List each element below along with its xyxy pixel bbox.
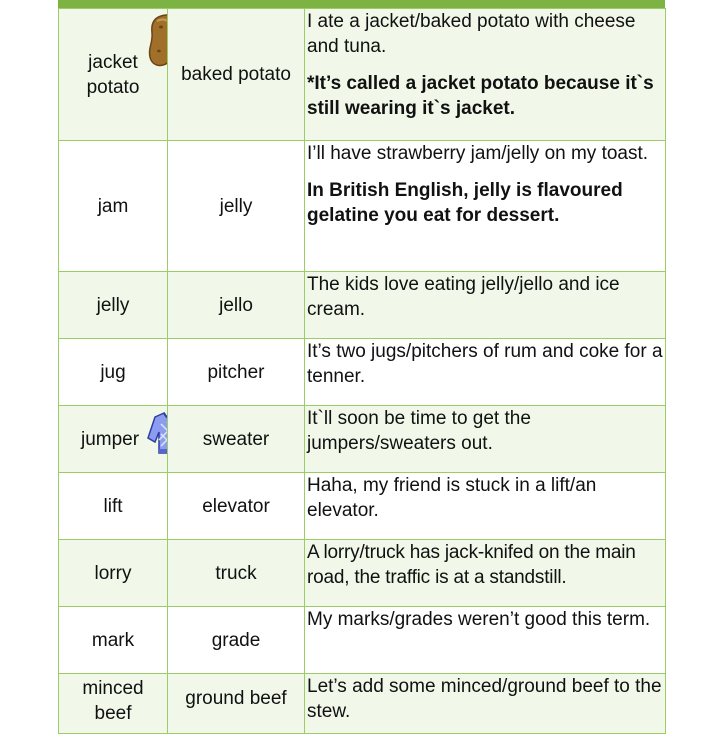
- example-sentence: Let’s add some minced/ground beef to the stew.: [307, 676, 662, 722]
- vocabulary-table: [58, 8, 666, 734]
- example-cell: [305, 540, 666, 607]
- table-row: [59, 272, 666, 339]
- sweater-icon: [147, 410, 168, 456]
- uk-word: lift: [103, 495, 123, 517]
- note-text: In British English, jelly is flavoured gelatine you eat for dessert.: [307, 180, 623, 226]
- example-cell: [305, 406, 666, 473]
- uk-word: jelly: [96, 294, 130, 316]
- us-word: elevator: [202, 495, 270, 517]
- example-sentence: A lorry/truck has jack-knifed on the main road, the traffic is at a standstill.: [307, 542, 636, 588]
- potato-icon: [147, 13, 168, 67]
- uk-word-cell: [59, 141, 168, 272]
- example-sentence: It’s two jugs/pitchers of rum and coke for a tenner.: [307, 341, 663, 387]
- table-row: [59, 9, 666, 141]
- table-header-strip: [58, 0, 665, 8]
- us-word: truck: [215, 562, 257, 584]
- example-cell: [305, 674, 666, 734]
- example-sentence: Haha, my friend is stuck in a lift/an elevator.: [307, 475, 597, 521]
- table-row: [59, 607, 666, 674]
- uk-word-cell: [59, 674, 168, 734]
- us-word: ground beef: [185, 688, 287, 709]
- uk-word: jug: [100, 361, 126, 383]
- table-row: [59, 406, 666, 473]
- us-word-cell: [168, 339, 305, 406]
- us-word-cell: [168, 9, 305, 141]
- us-word: baked potato: [181, 64, 291, 85]
- uk-word: jam: [97, 195, 129, 217]
- uk-word: jumper: [81, 428, 140, 450]
- example-sentence: My marks/grades weren’t good this term.: [307, 609, 651, 630]
- us-word: pitcher: [207, 361, 265, 383]
- uk-word: minced: [82, 678, 144, 699]
- us-word-cell: [168, 272, 305, 339]
- us-word-cell: [168, 540, 305, 607]
- us-word: jelly: [219, 195, 253, 217]
- uk-word-cell: [59, 339, 168, 406]
- uk-word-cell: [59, 607, 168, 674]
- example-sentence: The kids love eating jelly/jello and ice cream.: [307, 274, 620, 320]
- example-sentence: It`ll soon be time to get the jumpers/sweaters out.: [307, 408, 531, 454]
- us-word-cell: [168, 141, 305, 272]
- table-row: [59, 141, 666, 272]
- example-cell: [305, 272, 666, 339]
- us-word-cell: [168, 473, 305, 540]
- us-word-cell: [168, 674, 305, 734]
- uk-word-cell: [59, 272, 168, 339]
- example-sentence: I ate a jacket/baked potato with cheese and tuna.: [307, 11, 636, 57]
- uk-word: potato: [86, 76, 140, 98]
- uk-word-cell: [59, 473, 168, 540]
- example-cell: [305, 473, 666, 540]
- us-word-cell: [168, 406, 305, 473]
- example-cell: [305, 9, 666, 141]
- note-text: *It’s called a jacket potato because it`s still wearing it`s jacket.: [307, 73, 654, 119]
- example-sentence: I’ll have strawberry jam/jelly on my toast.: [307, 143, 649, 164]
- example-cell: [305, 141, 666, 272]
- us-word-cell: [168, 607, 305, 674]
- uk-word: beef: [94, 703, 132, 724]
- uk-word: mark: [91, 629, 135, 651]
- uk-word-cell: [59, 406, 168, 473]
- example-cell: [305, 607, 666, 674]
- uk-word-cell: [59, 9, 168, 141]
- example-cell: [305, 339, 666, 406]
- us-word: grade: [211, 629, 261, 651]
- us-word: sweater: [202, 428, 270, 450]
- us-word: jello: [219, 294, 253, 316]
- uk-word: lorry: [94, 562, 132, 584]
- uk-word-cell: [59, 540, 168, 607]
- table-row: [59, 473, 666, 540]
- table-row: [59, 540, 666, 607]
- table-row: [59, 339, 666, 406]
- table-row: [59, 674, 666, 734]
- uk-word: jacket: [88, 51, 138, 73]
